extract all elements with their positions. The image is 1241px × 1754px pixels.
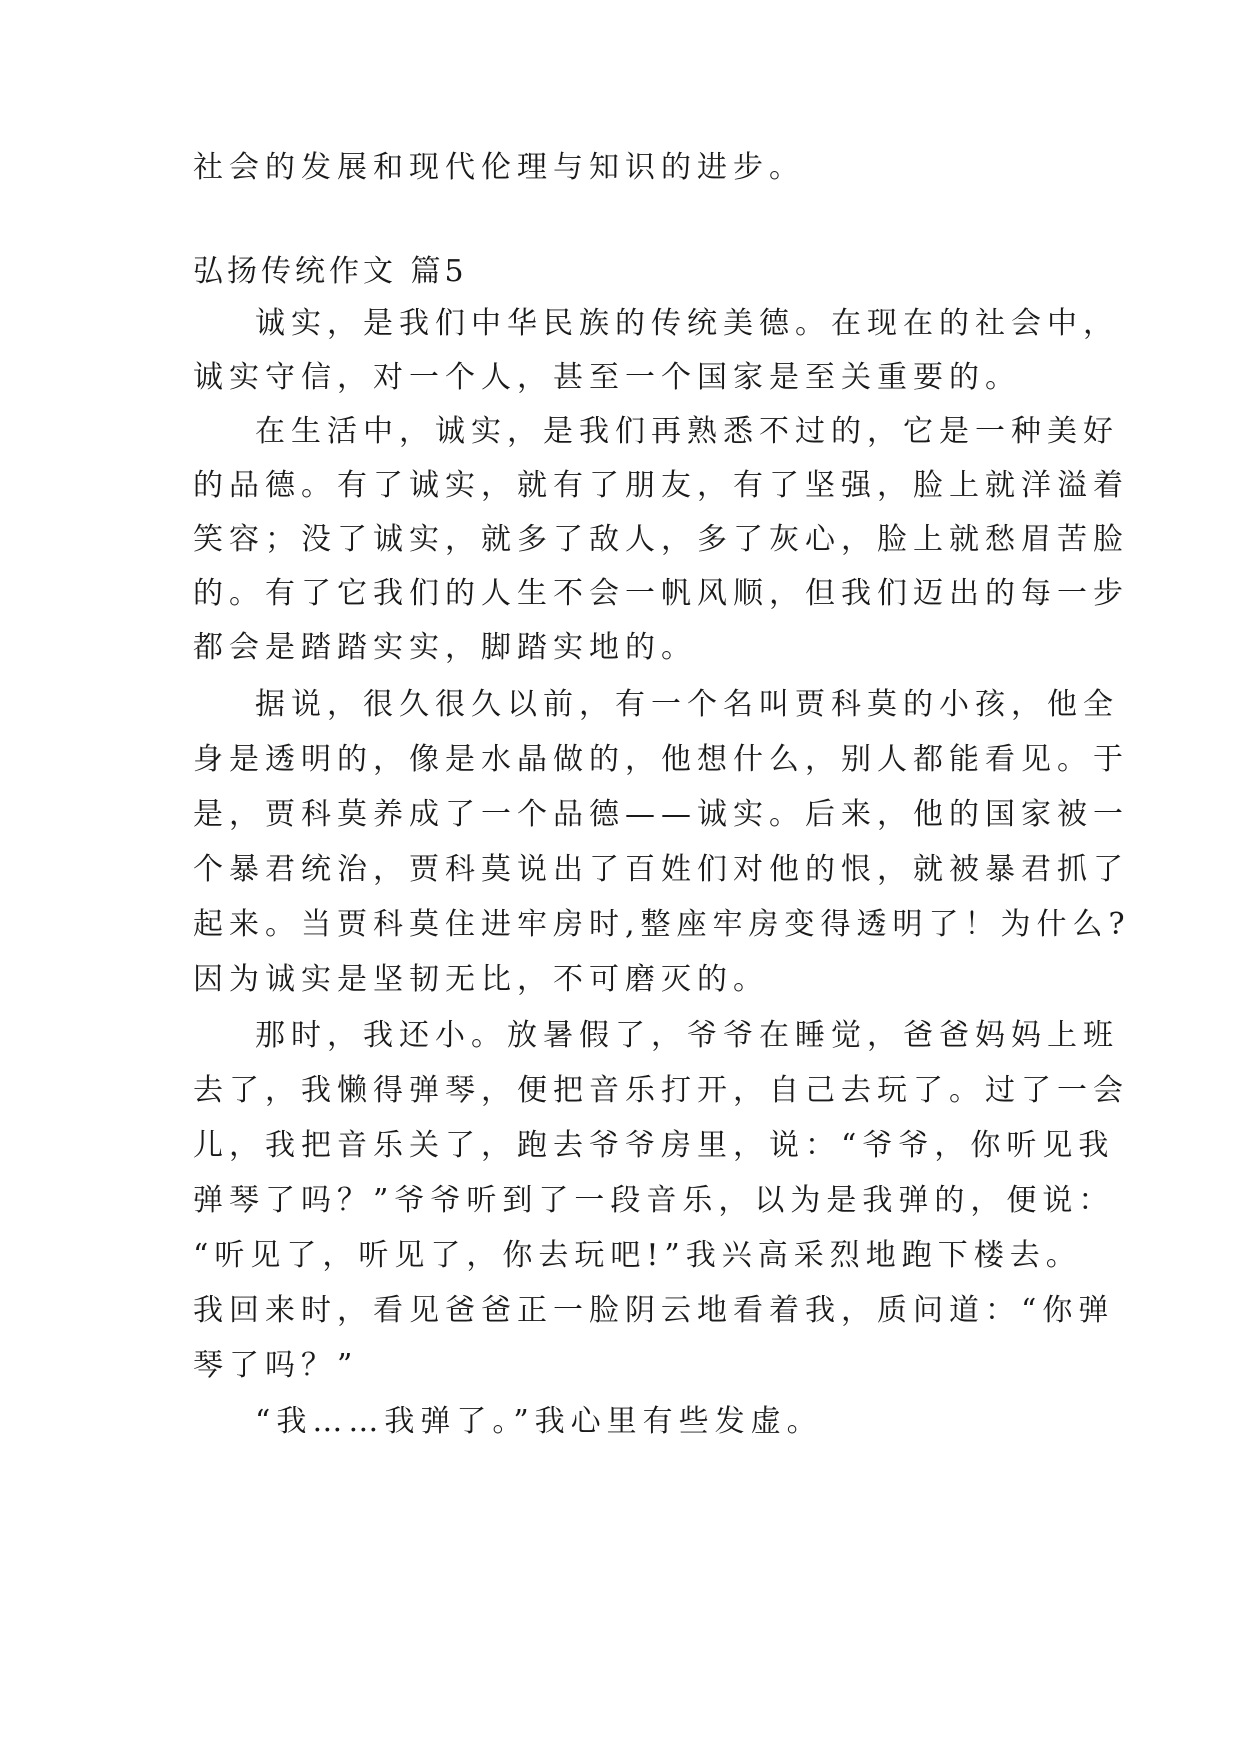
paragraph-4-line-5: “听见了，听见了，你去玩吧!”我兴高采烈地跑下楼去。: [193, 1238, 1082, 1273]
paragraph-3-line-5: 起来。当贾科莫住进牢房时,整座牢房变得透明了！为什么?: [193, 907, 1131, 942]
paragraph-4-line-7: 琴了吗？”: [193, 1348, 359, 1383]
paragraph-4-line-3: 儿，我把音乐关了，跑去爷爷房里，说：“爷爷，你听见我: [193, 1128, 1115, 1163]
paragraph-3-line-1: 据说，很久很久以前，有一个名叫贾科莫的小孩，他全: [255, 687, 1119, 722]
paragraph-2-line-2: 的品德。有了诚实，就有了朋友，有了坚强，脸上就洋溢着: [193, 468, 1129, 503]
paragraph-2-line-4: 的。有了它我们的人生不会一帆风顺，但我们迈出的每一步: [193, 576, 1129, 611]
paragraph-3-line-2: 身是透明的，像是水晶做的，他想什么，别人都能看见。于: [193, 742, 1129, 777]
paragraph-2-line-1: 在生活中，诚实，是我们再熟悉不过的，它是一种美好: [255, 414, 1119, 449]
paragraph-1-line-2: 诚实守信，对一个人，甚至一个国家是至关重要的。: [193, 360, 1021, 395]
paragraph-5-line-1: “我……我弹了。”我心里有些发虚。: [255, 1404, 823, 1439]
paragraph-3-line-4: 个暴君统治，贾科莫说出了百姓们对他的恨，就被暴君抓了: [193, 852, 1129, 887]
paragraph-4-line-1: 那时，我还小。放暑假了，爷爷在睡觉，爸爸妈妈上班: [255, 1018, 1119, 1053]
paragraph-4-line-4: 弹琴了吗？”爷爷听到了一段音乐，以为是我弹的，便说：: [193, 1183, 1115, 1218]
section-heading: 弘扬传统作文 篇5: [193, 254, 468, 289]
paragraph-1-line-1: 诚实，是我们中华民族的传统美德。在现在的社会中，: [255, 306, 1119, 341]
paragraph-3-line-3: 是，贾科莫养成了一个品德——诚实。后来，他的国家被一: [193, 797, 1129, 832]
paragraph-4-line-2: 去了，我懒得弹琴，便把音乐打开，自己去玩了。过了一会: [193, 1073, 1129, 1108]
paragraph-2-line-5: 都会是踏踏实实，脚踏实地的。: [193, 630, 697, 665]
carryover-text-line: 社会的发展和现代伦理与知识的进步。: [193, 150, 805, 185]
paragraph-2-line-3: 笑容；没了诚实，就多了敌人，多了灰心，脸上就愁眉苦脸: [193, 522, 1129, 557]
paragraph-4-line-6: 我回来时，看见爸爸正一脸阴云地看着我，质问道：“你弹: [193, 1293, 1115, 1328]
paragraph-3-line-6: 因为诚实是坚韧无比，不可磨灭的。: [193, 962, 769, 997]
